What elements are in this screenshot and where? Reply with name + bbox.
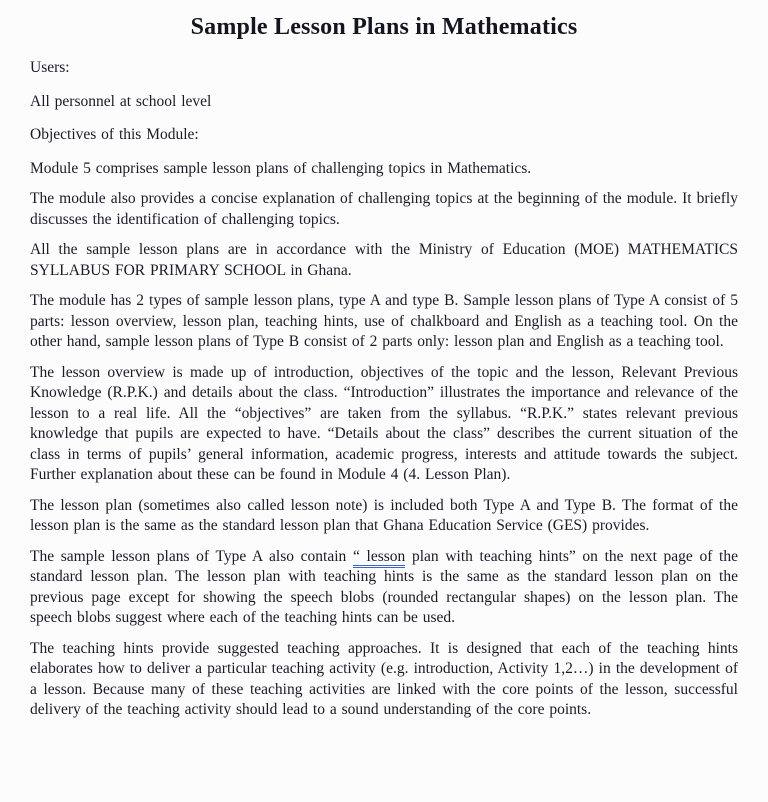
paragraph-moe-syllabus: All the sample lesson plans are in accordance with the Ministry of Education (MOE) MATHEMATICS SYLLABUS FOR PRIMARY SCHOOL in Ghana. [30,241,738,279]
paragraph-lesson-plan-format: The lesson plan (sometimes also called lesson note) is included both Type A and Type B. The format of the lesson plan is the same as the standard lesson plan that Ghana Education Service (GES) provides. [30,496,738,534]
paragraph-teaching-approaches: The teaching hints provide suggested teaching approaches. It is designed that each of the teaching hints elaborates how to deliver a particular teaching activity (e.g. introduction, Activity 1,2…) in the development of a lesson. Because many of these teaching activities are linked with the core points of the lesson, successful delivery of the teaching activity should lead to a sound understanding of the core points. [30,639,738,718]
paragraph-lesson-overview: The lesson overview is made up of introduction, objectives of the topic and the lesson, Relevant Previous Knowledge (R.P.K.) and details about the class. “Introduction” illustrates the importance and relevance of the lesson to a real life. All the “objectives” are taken from the syllabus. “R.P.K.” states relevant previous knowledge that pupils are expected to have. “Details about the class” describes the current situation of the class in terms of pupils’ general information, academic progress, interests and attitude towards the subject. Further explanation about these can be found in Module 4 (4. Lesson Plan). [30,363,738,483]
hint-paragraph-post: plan with teaching hints” on the next page of the standard lesson plan. The lesson plan with teaching hints is the same as the standard lesson plan on the previous page except for showing the speech blobs (rounded rectangular shapes) on the lesson plan. The speech blobs suggest where each of the teaching hints can be used. [30,547,738,626]
objectives-label: Objectives of this Module: [30,126,199,143]
users-value: All personnel at school level [30,92,212,110]
paragraph-concise-explanation: The module also provides a concise explanation of challenging topics at the beginning of the module. It briefly discusses the identification of challenging topics. [30,190,738,228]
paragraph-module5-summary: Module 5 comprises sample lesson plans of challenging topics in Mathematics. [30,159,532,177]
paragraph-plan-types: The module has 2 types of sample lesson plans, type A and type B. Sample lesson plans of Type A consist of 5 parts: lesson overview, lesson plan, teaching hints, use of chalkboard and English as a teaching tool. On the other hand, sample lesson plans of Type B consist of 2 parts only: lesson plan and English as a teaching tool. [30,292,738,350]
paragraph-teaching-hints-pages [30,547,738,629]
lesson-link[interactable]: “ lesson [353,548,405,568]
page-title: Sample Lesson Plans in Mathematics [190,14,578,40]
users-label: Users: [30,59,70,76]
hint-paragraph-pre: The sample lesson plans of Type A also contain [30,547,353,565]
